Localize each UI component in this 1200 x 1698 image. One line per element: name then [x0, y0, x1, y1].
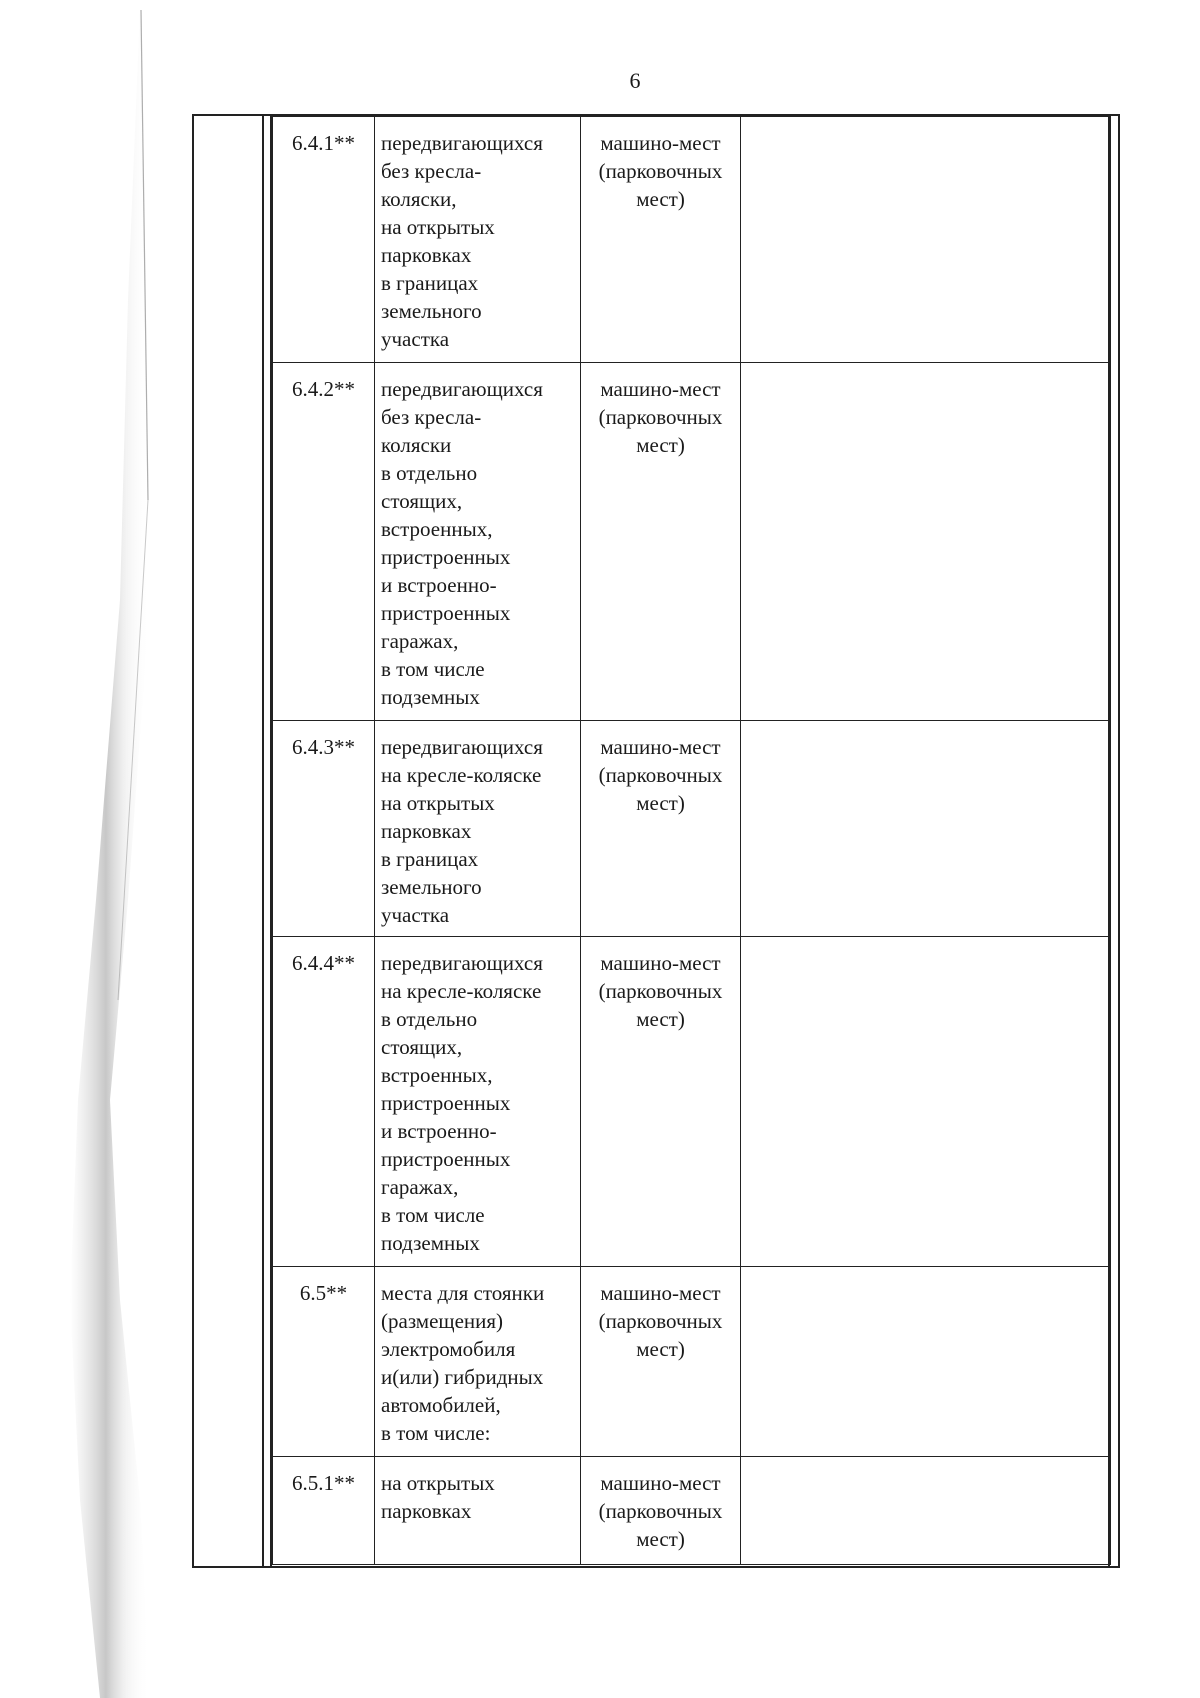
row-value: [741, 1267, 1111, 1457]
page-number: 6: [629, 68, 641, 93]
row-unit: [581, 937, 741, 1267]
table-inner-left-border-1: [262, 114, 264, 1566]
row-value: [741, 1457, 1111, 1565]
row-unit: [581, 363, 741, 721]
table-row: [273, 363, 1111, 721]
scan-shadow-artifact: [0, 0, 185, 1698]
row-name-text: передвигающихся без кресла- коляски, на открытых парковках в границах земельного участка: [381, 131, 543, 351]
table-row: [273, 117, 1111, 363]
row-value: [741, 721, 1111, 937]
row-name-text: передвигающихся без кресла- коляски в отдельно стоящих, встроенных, пристроенных и встроенно- пристроенных гаражах, в том числе подземных: [381, 377, 543, 709]
row-name: [375, 1267, 581, 1457]
row-unit: [581, 721, 741, 937]
row-name: [375, 363, 581, 721]
table-row: [273, 1457, 1111, 1565]
table-row: [273, 937, 1111, 1267]
row-name-text: на открытых парковках: [381, 1471, 495, 1523]
table-left-border: [192, 114, 194, 1566]
row-value: [741, 937, 1111, 1267]
row-name: [375, 721, 581, 937]
row-number: 6.5.1**: [273, 1457, 375, 1565]
row-name: [375, 1457, 581, 1565]
row-unit: [581, 117, 741, 363]
row-name: [375, 937, 581, 1267]
row-number: 6.5**: [273, 1267, 375, 1457]
row-unit-text: машино-мест (парковочных мест): [598, 735, 723, 815]
row-unit-text: машино-мест (парковочных мест): [598, 1471, 723, 1551]
row-name-text: передвигающихся на кресле-коляске на открытых парковках в границах земельного участка: [381, 735, 543, 927]
table-row: [273, 721, 1111, 937]
table-right-border-2: [1118, 114, 1120, 1566]
row-unit: [581, 1267, 741, 1457]
row-name-text: передвигающихся на кресле-коляске в отдельно стоящих, встроенных, пристроенных и встроенно- пристроенных гаражах, в том числе подземных: [381, 951, 543, 1255]
row-unit: [581, 1457, 741, 1565]
table-row: [273, 1267, 1111, 1457]
row-unit-text: машино-мест (парковочных мест): [598, 377, 723, 457]
row-number: 6.4.2**: [273, 363, 375, 721]
parking-table: [272, 116, 1111, 1565]
row-number: 6.4.1**: [273, 117, 375, 363]
row-unit-text: машино-мест (парковочных мест): [598, 951, 723, 1031]
row-value: [741, 363, 1111, 721]
row-name-text: места для стоянки (размещения) электромобиля и(или) гибридных автомобилей, в том числе:: [381, 1281, 545, 1445]
row-unit-text: машино-мест (парковочных мест): [598, 1281, 723, 1361]
row-name: [375, 117, 581, 363]
row-number: 6.4.3**: [273, 721, 375, 937]
row-number: 6.4.4**: [273, 937, 375, 1267]
row-value: [741, 117, 1111, 363]
row-unit-text: машино-мест (парковочных мест): [598, 131, 723, 211]
